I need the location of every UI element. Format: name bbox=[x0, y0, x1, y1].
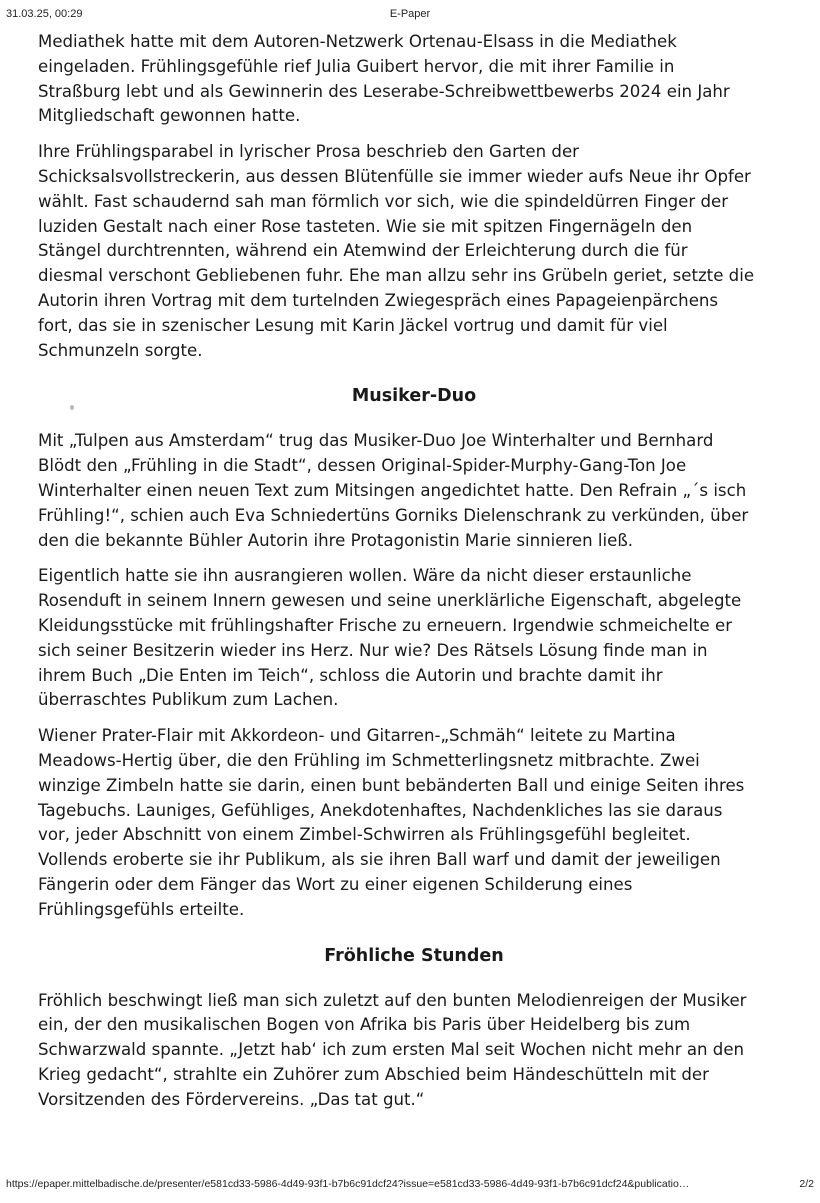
page-url: https://epaper.mittelbadische.de/presenter/e581cd33-5986-4d49-93f1-b7b6c91dcf24?issue=e581cd33-5986-4d49-93f1-b7b6c91dcf24&publicatio… bbox=[6, 1178, 690, 1190]
print-title: E-Paper bbox=[389, 8, 431, 20]
article-paragraph: Mit „Tulpen aus Amsterdam“ trug das Musiker-Duo Joe Winterhalter und Bernhard Blödt den „Frühling in die Stadt“, dessen Original-Spider-Murphy-Gang-Ton Joe Winterhalter einen neuen Text zum Mitsingen angedichtet hatte. Den Refrain „´s isch Frühling!“, schien auch Eva Schniedertüns Gorniks Dielenschrank zu verkünden, über den die bekannte Bühler Autorin ihre Protagonistin Marie sinnieren ließ. bbox=[38, 431, 749, 550]
print-datetime: 31.03.25, 00:29 bbox=[6, 8, 83, 20]
scan-speck bbox=[70, 405, 74, 410]
article-paragraph: Ihre Frühlingsparabel in lyrischer Prosa beschrieb den Garten der Schicksalsvollstreckerin, aus dessen Blütenfülle sie immer wieder aufs Neue ihr Opfer wählt. Fast schaudernd sah man förmlich vor sich, wie die spindeldürren Finger der luziden Gestalt nach einer Rose tasteten. Wie sie mit spitzen Fingernägeln den Stängel durchtrennten, während ein Atemwind der Erleichterung durch die für diesmal verschont Gebliebenen fuhr. Ehe man allzu sehr ins Grübeln geriet, setzte die Autorin ihren Vortrag mit dem turtelnden Zwiegespräch eines Papageienpärchens fort, das sie in szenischer Lesung mit Karin Jäckel vortrug und damit für viel Schmunzeln sorgte. bbox=[38, 142, 755, 360]
article-paragraph: Mediathek hatte mit dem Autoren-Netzwerk Ortenau-Elsass in die Mediathek eingeladen. Frühlingsgefühle rief Julia Guibert hervor, die mit ihrer Familie in Straßburg lebt und als Gewinnerin des Leserabe-Schreibwettbewerbs 2024 ein Jahr Mitgliedschaft gewonnen hatte. bbox=[38, 32, 730, 126]
article-paragraph: Eigentlich hatte sie ihn ausrangieren wollen. Wäre da nicht dieser erstaunliche Rosenduft in seinem Innern gewesen und seine unerklärliche Eigenschaft, abgelegte Kleidungsstücke mit frühlingshafter Frische zu erneuern. Irgendwie schmeichelte er sich seiner Besitzerin wieder ins Herz. Nur wie? Des Rätsels Lösung finde man in ihrem Buch „Die Enten im Teich“, schloss die Autorin und brachte damit ihr überraschtes Publikum zum Lachen. bbox=[38, 566, 742, 710]
print-header bbox=[6, 8, 814, 24]
article-paragraph: Fröhlich beschwingt ließ man sich zuletzt auf den bunten Melodienreigen der Musiker ein, der den musikalischen Bogen von Afrika bis Paris über Heidelberg bis zum Schwarzwald spannte. „Jetzt hab‘ ich zum ersten Mal seit Wochen nicht mehr an den Krieg gedacht“, strahlte ein Zuhörer zum Abschied beim Händeschütteln mit der Vorsitzenden des Fördervereins. „Das tat gut.“ bbox=[38, 990, 747, 1109]
page-number: 2/2 bbox=[799, 1178, 814, 1190]
print-footer bbox=[6, 1178, 814, 1194]
article-body bbox=[38, 30, 790, 1123]
section-heading: Musiker-Duo bbox=[351, 386, 477, 407]
section-heading: Fröhliche Stunden bbox=[324, 945, 504, 966]
article-paragraph: Wiener Prater-Flair mit Akkordeon- und Gitarren-„Schmäh“ leitete zu Martina Meadows-Hertig über, die den Frühling im Schmetterlingsnetz mitbrachte. Zwei winzige Zimbeln hatte sie darin, einen bunt bebänderten Ball und einige Seiten ihres Tagebuchs. Launiges, Gefühliges, Anekdotenhaftes, Nachdenkliches las sie daraus vor, jeder Abschnitt von einem Zimbel-Schwirren als Frühlingsgefühl begleitet. Vollends eroberte sie ihr Publikum, als sie ihren Ball warf und damit der jeweiligen Fängerin oder dem Fänger das Wort zu einer eigenen Schilderung eines Frühlingsgefühls erteilte. bbox=[38, 726, 745, 919]
